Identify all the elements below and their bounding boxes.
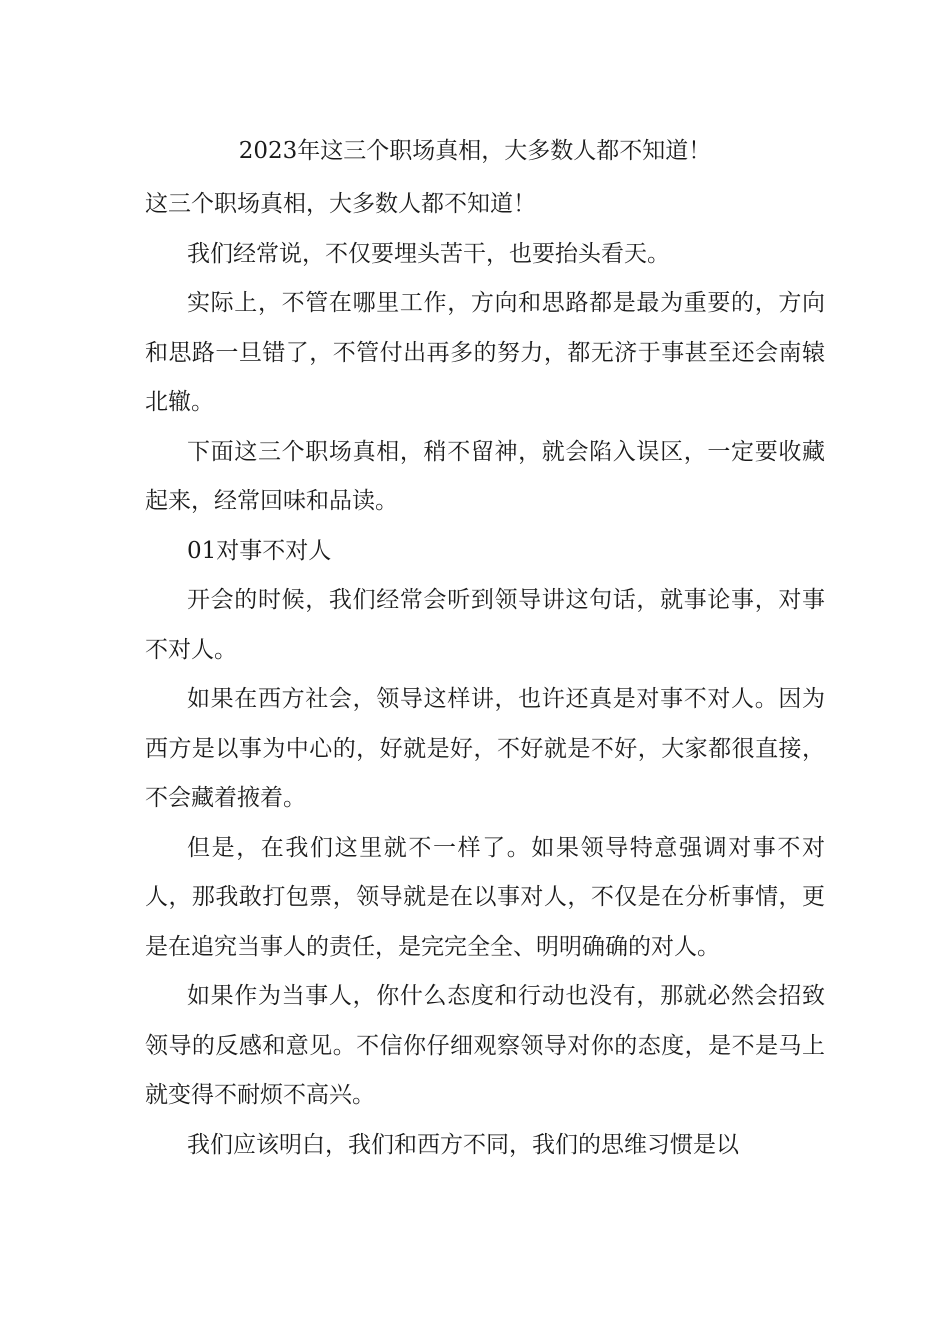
paragraph: 但是，在我们这里就不一样了。如果领导特意强调对事不对人，那我敢打包票，领导就是在以事对人，不仅是在分析事情，更是在追究当事人的责任，是完完全全、明明确确的对人。 xyxy=(145,834,825,960)
paragraph: 这三个职场真相，大多数人都不知道！ xyxy=(145,191,536,217)
paragraph: 01对事不对人 xyxy=(187,537,332,564)
document-title: 2023年这三个职场真相，大多数人都不知道！ xyxy=(238,138,712,164)
paragraph: 如果在西方社会，领导这样讲，也许还真是对事不对人。因为西方是以事为中心的，好就是好，不好就是不好，大家都很直接，不会藏着掖着。 xyxy=(145,686,825,811)
paragraph: 我们经常说，不仅要埋头苦干，也要抬头看天。 xyxy=(187,240,670,267)
paragraph: 下面这三个职场真相，稍不留神，就会陷入误区，一定要收藏起来，经常回味和品读。 xyxy=(145,438,825,514)
paragraph: 实际上，不管在哪里工作，方向和思路都是最为重要的，方向和思路一旦错了，不管付出再多的努力，都无济于事甚至还会南辕北辙。 xyxy=(145,290,825,415)
paragraph: 开会的时候，我们经常会听到领导讲这句话，就事论事，对事不对人。 xyxy=(145,587,825,663)
document-body xyxy=(145,180,825,1170)
paragraph: 我们应该明白，我们和西方不同，我们的思维习惯是以 xyxy=(187,1131,739,1158)
paragraph: 如果作为当事人，你什么态度和行动也没有，那就必然会招致领导的反感和意见。不信你仔细观察领导对你的态度，是不是马上就变得不耐烦不高兴。 xyxy=(145,983,825,1108)
